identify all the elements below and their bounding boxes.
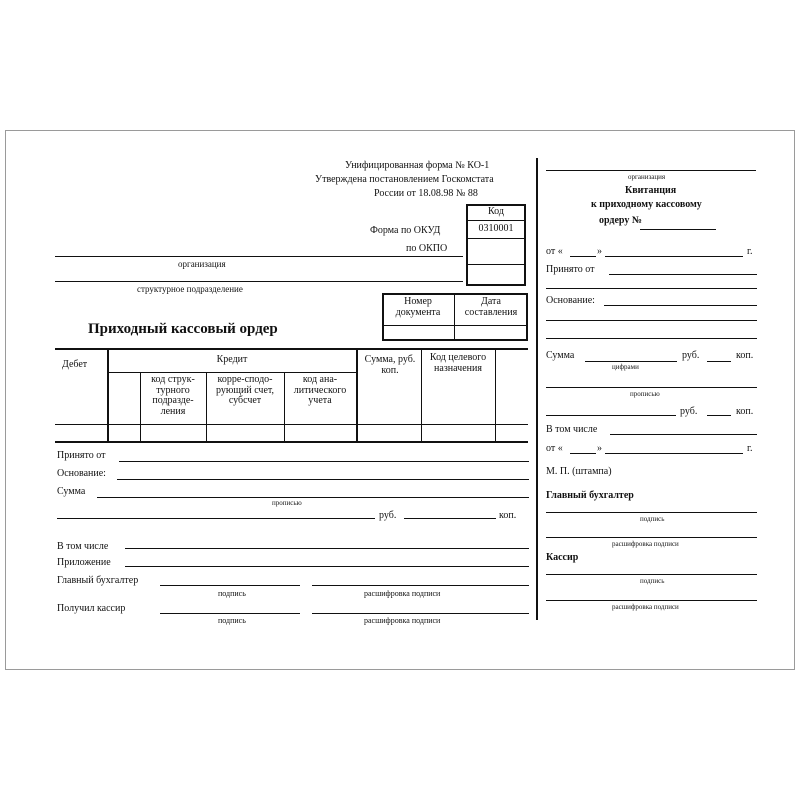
receipt-kop-label: коп. <box>736 350 754 361</box>
cashier-decoding-line[interactable] <box>312 613 529 614</box>
rub-label: руб. <box>379 510 397 521</box>
chief-decoding-line[interactable] <box>312 585 529 586</box>
receipt-quote-close: » <box>597 246 602 257</box>
table-col-line <box>356 348 358 442</box>
code-divider <box>466 238 526 239</box>
receipt-day-line[interactable] <box>570 256 596 257</box>
receipt-decoding-caption: расшифровка подписи <box>612 603 679 611</box>
subdivision-line[interactable] <box>55 281 463 282</box>
unified-form-label: Унифицированная форма № КО-1 <box>345 160 490 171</box>
doc-number-label: Номер документа <box>395 296 441 318</box>
receipt-organization-caption: организация <box>628 173 666 181</box>
analytic-code-header: код ана-литического учета <box>293 374 347 406</box>
attachment-label: Приложение <box>57 557 111 568</box>
receipt-digits-caption: цифрами <box>612 363 639 371</box>
debit-header: Дебет <box>62 359 88 370</box>
receipt-basis-line-3[interactable] <box>546 338 757 339</box>
page-title: Приходный кассовый ордер <box>88 321 278 337</box>
okud-label: Форма по ОКУД <box>370 225 441 236</box>
credit-header: Кредит <box>216 354 248 365</box>
receipt-basis-line-2[interactable] <box>546 320 757 321</box>
receipt-stamp-label: М. П. (штампа) <box>546 466 612 477</box>
receipt-from-label: от « <box>546 246 563 257</box>
amount-header: Сумма, руб. коп. <box>364 354 416 376</box>
corr-account-header: корре-сподо-рующий счет, субсчет <box>215 374 275 406</box>
receipt-title-1: Квитанция <box>625 185 677 196</box>
table-col-line <box>421 348 422 442</box>
attachment-line[interactable] <box>125 566 529 567</box>
receipt-sum-words-line[interactable] <box>546 387 757 388</box>
receipt-chief-accountant-label: Главный бухгалтер <box>546 490 634 501</box>
receipt-rub-label: руб. <box>680 406 698 417</box>
receipt-title-3: ордеру № <box>599 215 642 226</box>
receipt-basis-label: Основание: <box>546 295 595 306</box>
receipt-received-label: Принято от <box>546 264 595 275</box>
receipt-month-year-line[interactable] <box>605 453 743 454</box>
receipt-decoding-caption: расшифровка подписи <box>612 540 679 548</box>
sum-label: Сумма <box>57 486 86 497</box>
table-bottom-border <box>55 441 528 443</box>
receipt-quote-close: » <box>597 443 602 454</box>
receipt-including-label: В том числе <box>546 424 598 435</box>
russia-date-label: России от 18.08.98 № 88 <box>374 188 478 199</box>
organization-caption: организация <box>178 259 226 269</box>
receipt-number-line[interactable] <box>640 229 716 230</box>
receipt-cashier-signature-line[interactable] <box>546 574 757 575</box>
table-header-bottom <box>55 424 528 425</box>
including-line[interactable] <box>125 548 529 549</box>
signature-caption: подпись <box>218 589 246 598</box>
basis-label: Основание: <box>57 468 106 479</box>
receipt-sum-digits-line[interactable] <box>585 361 677 362</box>
table-col-line <box>495 348 496 442</box>
tear-off-line <box>536 158 538 620</box>
receipt-signature-caption: подпись <box>640 515 665 523</box>
receipt-chief-decoding-line[interactable] <box>546 537 757 538</box>
credit-sub-divider <box>108 372 356 373</box>
receipt-organization-line[interactable] <box>546 170 756 171</box>
receipt-including-line[interactable] <box>610 434 757 435</box>
kop-line[interactable] <box>404 518 496 519</box>
receipt-in-words-caption: прописью <box>630 390 660 398</box>
approved-label: Утверждена постановлением Госкомстата <box>315 174 494 185</box>
subdivision-caption: структурное подразделение <box>137 284 243 294</box>
receipt-kop-line[interactable] <box>707 415 731 416</box>
receipt-day-line[interactable] <box>570 453 596 454</box>
receipt-year-label: г. <box>747 443 753 454</box>
in-words-caption: прописью <box>272 499 302 507</box>
code-header: Код <box>488 206 504 217</box>
cashier-signature-line[interactable] <box>160 613 300 614</box>
receipt-from-label: от « <box>546 443 563 454</box>
sum-line[interactable] <box>97 497 529 498</box>
receipt-signature-caption: подпись <box>640 577 665 585</box>
received-from-line[interactable] <box>119 461 529 462</box>
doc-date-label: Дата составления <box>464 296 518 318</box>
receipt-year-label: г. <box>747 246 753 257</box>
organization-line[interactable] <box>55 256 463 257</box>
okpo-label: по ОКПО <box>406 243 448 254</box>
receipt-cashier-decoding-line[interactable] <box>546 600 757 601</box>
signature-caption: подпись <box>218 616 246 625</box>
including-label: В том числе <box>57 541 109 552</box>
receipt-month-year-line[interactable] <box>605 256 743 257</box>
chief-accountant-label: Главный бухгалтер <box>57 575 139 586</box>
basis-line[interactable] <box>117 479 529 480</box>
code-divider <box>466 264 526 265</box>
doc-box-divider <box>454 293 455 341</box>
kop-label: коп. <box>499 510 517 521</box>
code-divider <box>466 220 526 221</box>
receipt-kop-label: коп. <box>736 406 754 417</box>
purpose-code-header: Код целевого назначения <box>429 352 487 374</box>
table-top-border <box>55 348 528 350</box>
receipt-title-2: к приходному кассовому <box>591 199 702 210</box>
cashier-received-label: Получил кассир <box>57 603 126 614</box>
receipt-kop-line[interactable] <box>707 361 731 362</box>
receipt-rub-label: руб. <box>682 350 700 361</box>
receipt-chief-signature-line[interactable] <box>546 512 757 513</box>
receipt-received-line-2[interactable] <box>546 288 757 289</box>
okud-code-value[interactable]: 0310001 <box>478 223 514 234</box>
sum-words-line[interactable] <box>57 518 375 519</box>
sub-code-header: код струк-турного подразде-ления <box>151 374 195 417</box>
signature-decoding-caption: расшифровка подписи <box>364 589 441 598</box>
receipt-received-line[interactable] <box>609 274 757 275</box>
received-from-label: Принято от <box>57 450 106 461</box>
receipt-basis-line[interactable] <box>604 305 757 306</box>
receipt-cashier-label: Кассир <box>546 552 579 563</box>
receipt-sum-words-line-2[interactable] <box>546 415 676 416</box>
receipt-sum-label: Сумма <box>546 350 575 361</box>
chief-signature-line[interactable] <box>160 585 300 586</box>
doc-box-divider <box>382 325 528 326</box>
signature-decoding-caption: расшифровка подписи <box>364 616 441 625</box>
